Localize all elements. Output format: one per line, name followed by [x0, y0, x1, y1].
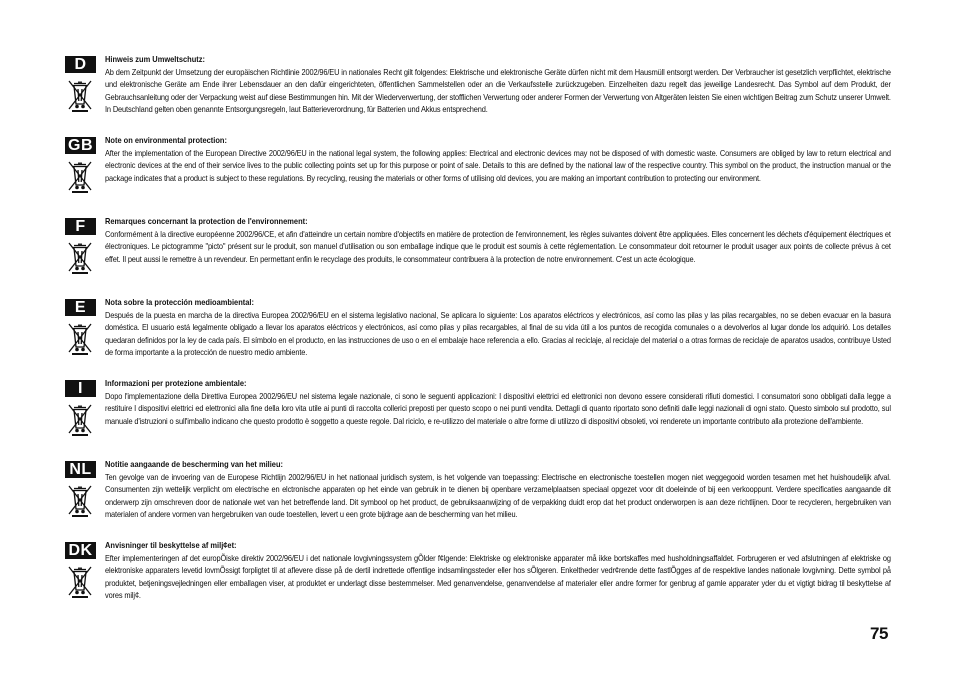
section-content	[105, 539, 891, 602]
section-content	[105, 296, 891, 359]
section-content	[105, 134, 891, 184]
section-heading: Anvisninger til beskyttelse af milj¢et:	[105, 540, 237, 550]
crossed-out-wheelie-bin-icon	[65, 78, 95, 112]
section-body: Conformément à la directive européenne 2002/96/CE, et afin d'atteindre un certain nombre d'objectifs en matière de protection de l'environnement, les règles suivantes doivent être appliquées. Elles concernent les déchets d'équipement électriques et électroniques. Le pictogramme "picto" présent sur le produit, son manuel d'utilisation ou son emballage indique que le produit est soumis à cette réglementation. Le consommateur doit retourner le produit usager aux points de collecte prévus à cet effet. Il peut aussi le remettre à un revendeur. En permettant enfin le recyclage des produits, le consommateur contribuera à la protection de notre environnement. C'est un acte écologique.	[105, 228, 891, 264]
language-code-badge: E	[65, 299, 96, 316]
language-code-badge: NL	[65, 461, 96, 478]
section-heading: Note on environmental protection:	[105, 135, 227, 145]
section-body: Ab dem Zeitpunkt der Umsetzung der europäischen Richtlinie 2002/96/EU in nationales Recht gilt folgendes: Elektrische und elektronische Geräte dürfen nicht mit dem Hausmüll entsorgt werden. Der Verbraucher ist gesetzlich verpflichtet, elektrische und elektronische Geräte am Ende ihrer Lebensdauer an den dafür eingerichteten, öffentlichen Sammelstellen oder an die Verkaufsstelle zurückzugeben. Einzelheiten dazu regelt das jeweilige Landesrecht. Das Symbol auf dem Produkt, der Gebrauchsanleitung oder der Verpackung weist auf diese Bestimmungen hin. Mit der Wiederverwertung, der stofflichen Verwertung oder anderer Formen der Verwertung von Altgeräten leisten Sie einen wichtigen Beitrag zum Schutz unserer Umwelt. In Deutschland gelten oben genannte Entsorgungsregeln, laut Batterieverordnung, für Batterien und Akkus entsprechend.	[105, 66, 891, 115]
section-body: After the implementation of the European Directive 2002/96/EU in the national legal system, the following applies: Electrical and electronic devices may not be disposed of with domestic waste. Consumers are obliged by law to return electrical and electronic devices at the end of their service lives to the public collecting points set up for this purpose or point of sale. Details to this are defined by the national law of the respective country. This symbol on the product, the instruction manual or the package indicates that a product is subject to these regulations. By recycling, reusing the materials or other forms of utilising old devices, you are making an important contribution to protecting our environment.	[105, 147, 891, 183]
page-number: 75	[870, 624, 888, 643]
section-heading: Notitie aangaande de bescherming van het milieu:	[105, 459, 284, 469]
language-code-badge: F	[65, 218, 96, 235]
language-code-badge: I	[65, 380, 96, 397]
language-code-badge: D	[65, 56, 96, 73]
crossed-out-wheelie-bin-icon	[65, 402, 95, 436]
section-content	[105, 377, 891, 427]
section-heading: Nota sobre la protección medioambiental:	[105, 297, 254, 307]
section-body: Efter implementeringen af det europÕiske direktiv 2002/96/EU i det nationale lovgivningssystem gÕlder f¢lgende: Elektriske og elektroniske apparater må ikke bortskaffes med husholdningsaffaldet. Forbrugeren er ved afslutningen af elektriske og elektroniske apparaters levetid lovmÕssigt forpligtet til at aflevere disse på de dertil indrettede offentlige indsamlingssteder eller hos sÕlgeren. Enkeltheder vedr¢rende dette fastlÕgges af de respektive landes nationale lovgivning. Dette symbol på produktet, betjeningsvejledningen eller emballagen viser, at produktet er underlagt disse bestemmelser. Med genanvendelse, genanvendelse af materialer eller andre former for genbrug af gamle apparater yder du et vigtigt bidrag til beskyttelse af vores milj¢.	[105, 552, 891, 601]
section-body: Después de la puesta en marcha de la directiva Europea 2002/96/EU en el sistema legislativo nacional, Se aplicara lo siguiente: Los aparatos eléctricos y electrónicos, así como las pilas y las pilas recargables, no se deben evacuar en la basura doméstica. El usuario está legalmente obligado a llevar los aparatos eléctricos y electrónicos, así como pilas y pilas recargables, al final de su vida útil a los puntos de recogida comunales o a devolverlos al lugar donde los adquirió. Los detalles quedaran definidos por la ley de cada país. El símbolo en el producto, en las instrucciones de uso o en el embalaje hace referencia a ello. Gracias al reciclaje, al reciclaje del material o a otras formas de reciclaje de aparatos usados, contribuye Usted de forma importante a la protección de nuestro medio ambiente.	[105, 309, 891, 358]
crossed-out-wheelie-bin-icon	[65, 240, 95, 274]
section-body: Ten gevolge van de invoering van de Europese Richtlijn 2002/96/EU in het nationaal juridisch system, is het volgende van toepassing: Electrische en electronische toestellen mogen niet weggegooid worden tesamen met het huishoudelijk afval. Consumenten zijn wettelijk verplicht om electrische en elctronische apparaten op het einde van gebruik in te dienen bij openbare verzamelplaatsen speciaal opgezet voor dit doeleinde of bij een verkooppunt. Verdere specificaties aangaande dit onderwerp zijn omschreven door de nationale wet van het betreffende land. Dit symbool op het product, de gebruiksaanwijzing of de verpakking duidt erop dat het product onderworpen is aan deze richtlijnen. Door te recycleren, hergebruiken van materialen of andere vormen van hergebruiken van oude toestellen, levert u een grote bijdrage aan de bescherming van het milieu.	[105, 471, 891, 520]
section-heading: Remarques concernant la protection de l'environnement:	[105, 216, 308, 226]
section-body: Dopo l'implementazione della Direttiva Europea 2002/96/EU nel sistema legale nazionale, ci sono le seguenti applicazioni: I dispositivi elettrici ed elettronici non devono essere considerati rifiuti domestici. I consumatori sono obbligati dalla legge a restituire I dispositivi elettrici ed elettronici alla fine della loro vita utile ai punti di raccolta collerici preposti per questo scopo o nei punti vendita. Dettagli di quanto riportato sono definiti dalle leggi nazionali di ogni stato. Questo simbolo sul prodotto, sul manuale d'istruzioni o sull'imballo indicano che questo prodotto è soggetto a queste regole. Dal riciclo, e re-utilizzo del materiale o altre forme di utilizzo di dispositivi obsoleti, voi renderete un importante contributo alla protezione dell'ambiente.	[105, 390, 891, 426]
language-code-badge: GB	[65, 137, 96, 154]
section-content	[105, 53, 891, 116]
crossed-out-wheelie-bin-icon	[65, 321, 95, 355]
crossed-out-wheelie-bin-icon	[65, 564, 95, 598]
section-content	[105, 458, 891, 521]
section-content	[105, 215, 891, 265]
crossed-out-wheelie-bin-icon	[65, 483, 95, 517]
crossed-out-wheelie-bin-icon	[65, 159, 95, 193]
language-code-badge: DK	[65, 542, 96, 559]
section-heading: Informazioni per protezione ambientale:	[105, 378, 247, 388]
section-heading: Hinweis zum Umweltschutz:	[105, 54, 205, 64]
